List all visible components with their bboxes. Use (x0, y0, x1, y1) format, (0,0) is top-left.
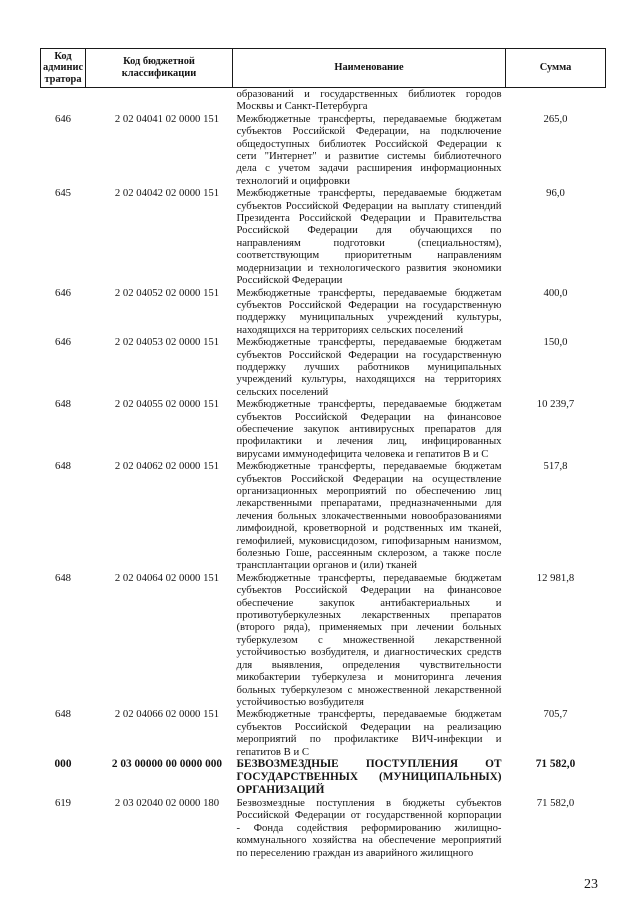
name-line: гемофилией, муковисцидозом, гипофизарным нанизмом, (236, 534, 502, 547)
budget-code-cell: 2 02 04064 02 0000 151 (114, 571, 220, 584)
table-row (41, 113, 606, 187)
name-line: субъектов Российской Федерации на финансовое (236, 584, 502, 597)
name-line: субъектов Российской Федерации на финансовое (236, 410, 502, 423)
name-line: ГОСУДАРСТВЕННЫХ (МУНИЦИПАЛЬНЫХ) (236, 770, 502, 783)
name-line: Межбюджетные трансферты, передаваемые бюджетам (236, 708, 502, 721)
header-budget-code (86, 49, 233, 88)
admin-code-cell: 648 (54, 460, 72, 473)
admin-code-cell: 646 (54, 286, 72, 299)
budget-code-cell: 2 03 00000 00 0000 000 (111, 757, 223, 770)
table-row (41, 708, 606, 758)
name-line: субъектов Российской Федерации на государственную (236, 298, 502, 311)
name-line: для выявления, определения чувствительности (236, 658, 502, 671)
name-line: обеспечение закупок антивирусных препаратов для (236, 422, 502, 435)
name-line: устойчивостью возбудителя (236, 695, 364, 708)
name-line: Межбюджетные трансферты, передаваемые бюджетам (236, 187, 502, 200)
name-line: обеспечение закупок антибактериальных и (236, 596, 502, 609)
name-line: лечения больных злокачественными новообразованиями (236, 509, 502, 522)
name-cell (233, 113, 506, 187)
name-line: поддержку муниципальных учреждений культуры, (236, 311, 502, 324)
name-line: поддержку лучших работников муниципальных (236, 360, 502, 373)
table-row (41, 398, 606, 460)
amount-cell: 71 582,0 (535, 757, 576, 770)
name-line: - Фонда содействия реформированию жилищно- (236, 821, 502, 834)
budget-code-cell (86, 88, 233, 113)
budget-code-cell: 2 02 04053 02 0000 151 (114, 336, 220, 349)
name-cell (233, 797, 506, 859)
name-cell (233, 88, 506, 113)
name-line: направлениям подготовки (специальностям), (236, 236, 502, 249)
table-row (41, 287, 606, 337)
budget-code-cell: 2 02 04062 02 0000 151 (114, 460, 220, 473)
table-row (41, 460, 606, 572)
header-amount: Сумма (506, 49, 606, 88)
header-line: Код бюджетной (123, 56, 195, 68)
budget-code-cell: 2 02 04052 02 0000 151 (114, 286, 220, 299)
name-line: субъектов Российской Федерации на осуществление (236, 472, 502, 485)
header-line: классификации (121, 68, 197, 79)
name-line: сети "Интернет" и развитие системы библиотечного (236, 150, 502, 163)
amount-cell: 71 582,0 (536, 796, 575, 809)
name-line: туберкулезом с множественной лекарственной (236, 633, 502, 646)
name-cell (233, 187, 506, 286)
table-row (41, 758, 606, 797)
amount-cell: 10 239,7 (536, 398, 575, 411)
header-line: Код (54, 50, 72, 62)
amount-cell: 265,0 (543, 112, 568, 125)
name-cell (233, 287, 506, 337)
admin-code-cell: 646 (54, 112, 72, 125)
name-line: Межбюджетные трансферты, передаваемые бюджетам (236, 460, 502, 473)
name-line: соответствующим приоритетным направлениям (236, 249, 502, 262)
name-line: трансплантации органов и (или) тканей (236, 559, 417, 572)
name-line: мероприятий по профилактике ВИЧ-инфекции и (236, 733, 502, 746)
name-line: Российской Федерации от государственной корпорации (236, 809, 502, 822)
budget-code-cell: 2 03 02040 02 0000 180 (114, 796, 220, 809)
name-line: Межбюджетные трансферты, передаваемые бюджетам (236, 336, 502, 349)
name-line: Межбюджетные трансферты, передаваемые бюджетам (236, 286, 502, 299)
amount-cell: 150,0 (543, 336, 568, 349)
name-line: Безвозмездные поступления в бюджеты субъектов (236, 796, 502, 809)
admin-code-cell: 648 (54, 398, 72, 411)
name-cell (233, 708, 506, 758)
amount-cell: 517,8 (543, 460, 568, 473)
amount-cell: 705,7 (543, 708, 568, 721)
name-line: Российской Федерации (236, 274, 343, 287)
name-line: субъектов Российской Федерации на государственную (236, 348, 502, 361)
budget-table-container (40, 48, 605, 859)
header-name: Наименование (233, 49, 506, 88)
name-line: сельских поселений (236, 385, 329, 398)
budget-revenue-table (40, 48, 606, 859)
name-line: Межбюджетные трансферты, передаваемые бюджетам (236, 398, 502, 411)
name-line: общедоступных библиотек Российской Федерации к (236, 137, 502, 150)
name-line: Президента Российской Федерации и Правительства (236, 212, 502, 225)
table-row (41, 187, 606, 286)
admin-code-cell: 000 (54, 757, 72, 770)
budget-code-cell: 2 02 04042 02 0000 151 (114, 187, 220, 200)
name-line: Межбюджетные трансферты, передаваемые бюджетам (236, 571, 502, 584)
name-line: по переселению граждан из аварийного жилищного (236, 846, 474, 859)
table-row (41, 797, 606, 859)
name-line: учреждений культуры, находящихся на территориях (236, 373, 502, 386)
name-line: болезнью Гоше, рассеянным склерозом, а также после (236, 547, 502, 560)
name-line: Российской Федерации для обучающихся по (236, 224, 502, 237)
name-line: образований и государственных библиотек городов (236, 88, 502, 100)
name-line: модернизации и технологического развития экономики (236, 261, 502, 274)
admin-code-cell: 648 (54, 708, 72, 721)
table-header-row (41, 49, 606, 88)
name-line: вирусами иммунодефицита человека и гепатитов В и С (236, 447, 489, 460)
table-row (41, 336, 606, 398)
name-line: БЕЗВОЗМЕЗДНЫЕ ПОСТУПЛЕНИЯ ОТ (236, 757, 502, 770)
name-line: Москвы и Санкт-Петербурга (236, 100, 368, 113)
header-admin-code (41, 49, 86, 88)
name-line: профилактики и лечения лиц, инфицированных (236, 435, 502, 448)
name-line: субъектов Российской Федерации на выплату стипендий (236, 199, 502, 212)
name-line: лекарственными препаратами, предназначенными для (236, 497, 502, 510)
name-line: (второго ряда), применяемых при лечении больных (236, 621, 502, 634)
name-line: противотуберкулезных лекарственных препаратов (236, 609, 502, 622)
name-line: находящихся на территориях сельских поселений (236, 323, 464, 336)
amount-cell: 400,0 (543, 286, 568, 299)
name-line: субъектов Российской Федерации, на подключение (236, 125, 502, 138)
name-line: технологий и оцифровки (236, 174, 350, 187)
budget-code-cell: 2 02 04066 02 0000 151 (114, 708, 220, 721)
name-line: больных туберкулезом с множественной лекарственной (236, 683, 502, 696)
admin-code-cell: 645 (54, 187, 72, 200)
budget-code-cell: 2 02 04041 02 0000 151 (114, 112, 220, 125)
admin-code-cell: 646 (54, 336, 72, 349)
name-line: гепатитов В и С (236, 745, 309, 758)
amount-cell (506, 88, 606, 113)
name-line: лимфоидной, кроветворной и родственных им тканей, (236, 522, 502, 535)
name-line: ОРГАНИЗАЦИЙ (236, 783, 325, 796)
admin-code-cell (41, 88, 86, 113)
name-line: коммунального хозяйства на обеспечение мероприятий (236, 834, 502, 847)
table-body (41, 88, 606, 859)
name-cell (233, 336, 506, 398)
amount-cell: 96,0 (546, 187, 565, 200)
name-cell (233, 758, 506, 797)
name-line: организационных мероприятий по обеспечению лиц (236, 485, 502, 497)
admin-code-cell: 648 (54, 571, 72, 584)
name-line: устойчивостью возбудителя, и диагностических средств (236, 646, 502, 659)
table-row (41, 572, 606, 708)
amount-cell: 12 981,8 (536, 571, 575, 584)
name-line: Межбюджетные трансферты, передаваемые бюджетам (236, 112, 502, 125)
name-line: дела с учетом задачи расширения информационных (236, 162, 502, 175)
budget-code-cell: 2 02 04055 02 0000 151 (114, 398, 220, 411)
page-number: 23 (584, 877, 598, 892)
name-cell (233, 398, 506, 460)
header-line: админис (43, 62, 84, 74)
header-line: тратора (44, 73, 82, 85)
name-line: субъектов Российской Федерации на реализацию (236, 720, 502, 733)
name-cell (233, 460, 506, 572)
admin-code-cell: 619 (54, 796, 72, 809)
name-line: микобактерии туберкулеза и мониторинга лечения (236, 671, 502, 684)
name-cell (233, 572, 506, 708)
table-row (41, 88, 606, 113)
